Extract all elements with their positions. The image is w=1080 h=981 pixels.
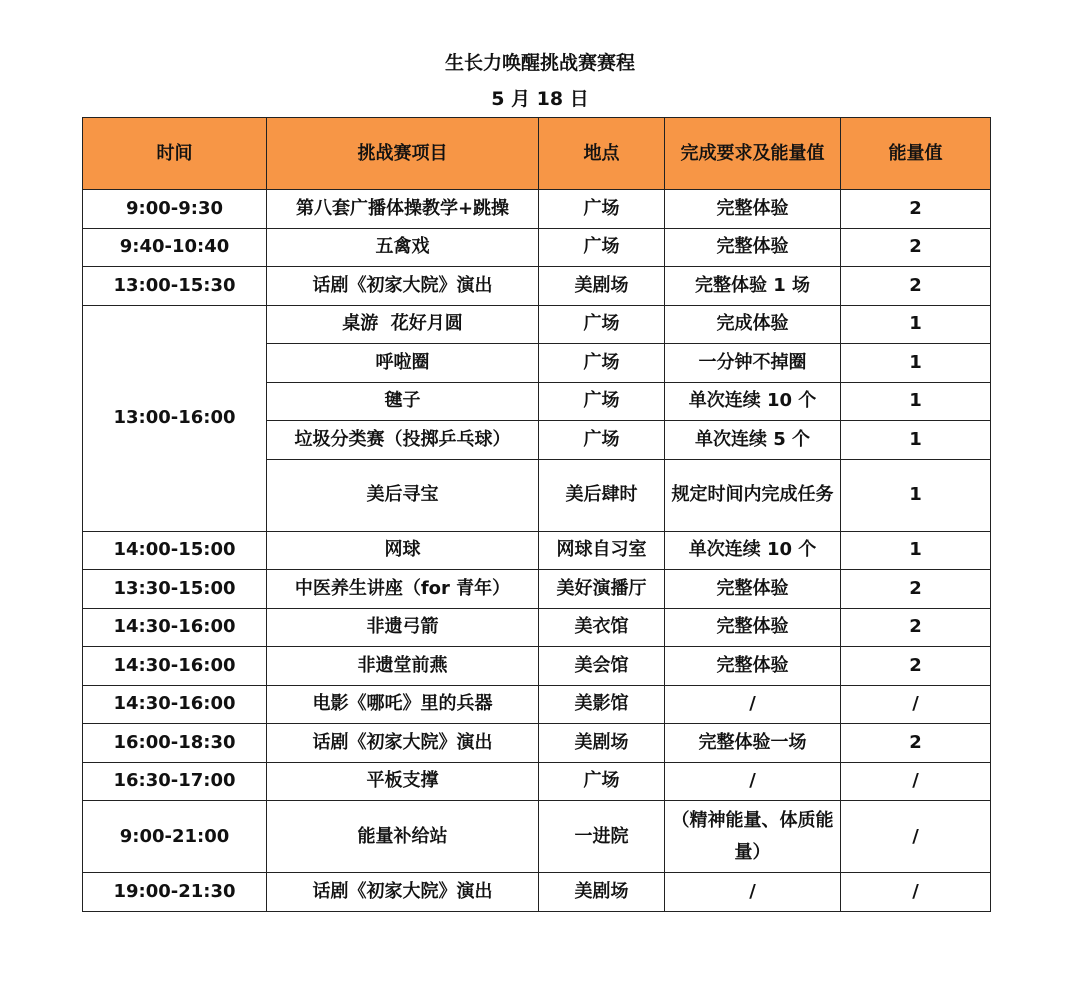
- place-cell: 美会馆: [539, 647, 665, 686]
- requirement-cell: 一分钟不掉圈: [665, 344, 841, 383]
- requirement-cell: 完整体验: [665, 228, 841, 267]
- time-cell: 14:30-16:00: [83, 647, 267, 686]
- event-cell: 五禽戏: [267, 228, 539, 267]
- header-requirement: 完成要求及能量值: [665, 118, 841, 190]
- requirement-cell: 单次连续 10 个: [665, 531, 841, 570]
- place-cell: 广场: [539, 421, 665, 460]
- place-cell: 广场: [539, 228, 665, 267]
- event-cell: 非遗弓箭: [267, 608, 539, 647]
- place-cell: 美剧场: [539, 873, 665, 912]
- header-event: 挑战赛项目: [267, 118, 539, 190]
- place-cell: 广场: [539, 382, 665, 421]
- requirement-cell: 单次连续 5 个: [665, 421, 841, 460]
- energy-cell: /: [841, 801, 991, 873]
- table-row: [83, 647, 991, 686]
- energy-cell: 2: [841, 724, 991, 763]
- requirement-cell: /: [665, 873, 841, 912]
- table-row: [83, 608, 991, 647]
- table-row: [83, 570, 991, 609]
- energy-cell: 2: [841, 647, 991, 686]
- requirement-cell: /: [665, 685, 841, 724]
- event-cell: 话剧《初家大院》演出: [267, 267, 539, 306]
- table-header-row: [83, 118, 991, 190]
- table-row: [83, 228, 991, 267]
- place-cell: 美影馆: [539, 685, 665, 724]
- time-cell: 16:00-18:30: [83, 724, 267, 763]
- requirement-cell: 完整体验一场: [665, 724, 841, 763]
- table-row: [83, 801, 991, 873]
- energy-cell: 2: [841, 608, 991, 647]
- energy-cell: /: [841, 873, 991, 912]
- place-cell: 广场: [539, 344, 665, 383]
- time-cell: 14:30-16:00: [83, 685, 267, 724]
- place-cell: 一进院: [539, 801, 665, 873]
- event-cell: 中医养生讲座（for 青年）: [267, 570, 539, 609]
- event-cell: 网球: [267, 531, 539, 570]
- time-cell: 14:30-16:00: [83, 608, 267, 647]
- time-cell: 14:00-15:00: [83, 531, 267, 570]
- place-cell: 广场: [539, 305, 665, 344]
- energy-cell: 1: [841, 305, 991, 344]
- requirement-cell: 规定时间内完成任务: [665, 459, 841, 531]
- place-cell: 美好演播厅: [539, 570, 665, 609]
- energy-cell: 2: [841, 228, 991, 267]
- event-cell: 能量补给站: [267, 801, 539, 873]
- table-row: [83, 873, 991, 912]
- table-row: [83, 267, 991, 306]
- time-cell: 9:00-21:00: [83, 801, 267, 873]
- place-cell: 美后肆时: [539, 459, 665, 531]
- event-cell: 垃圾分类赛（投掷乒乓球）: [267, 421, 539, 460]
- header-time: 时间: [83, 118, 267, 190]
- energy-cell: 1: [841, 531, 991, 570]
- schedule-table: [82, 117, 991, 912]
- table-row: [83, 724, 991, 763]
- time-cell: 13:30-15:00: [83, 570, 267, 609]
- time-cell: 9:00-9:30: [83, 190, 267, 229]
- schedule-title: 生长力唤醒挑战赛赛程: [444, 52, 635, 74]
- place-cell: 广场: [539, 190, 665, 229]
- place-cell: 美剧场: [539, 267, 665, 306]
- energy-cell: /: [841, 762, 991, 801]
- event-cell: 话剧《初家大院》演出: [267, 873, 539, 912]
- time-cell: 16:30-17:00: [83, 762, 267, 801]
- event-cell: 话剧《初家大院》演出: [267, 724, 539, 763]
- requirement-cell: 完成体验: [665, 305, 841, 344]
- time-cell-merged: 13:00-16:00: [83, 305, 267, 531]
- requirement-cell: /: [665, 762, 841, 801]
- requirement-cell: 完整体验: [665, 190, 841, 229]
- event-cell: 第八套广播体操教学+跳操: [267, 190, 539, 229]
- energy-cell: /: [841, 685, 991, 724]
- time-cell: 19:00-21:30: [83, 873, 267, 912]
- event-cell: 电影《哪吒》里的兵器: [267, 685, 539, 724]
- place-cell: 网球自习室: [539, 531, 665, 570]
- energy-cell: 1: [841, 382, 991, 421]
- energy-cell: 1: [841, 459, 991, 531]
- event-cell: 桌游 花好月圆: [267, 305, 539, 344]
- place-cell: 美衣馆: [539, 608, 665, 647]
- energy-cell: 1: [841, 421, 991, 460]
- time-cell: 13:00-15:30: [83, 267, 267, 306]
- event-cell: 非遗堂前燕: [267, 647, 539, 686]
- event-cell: 呼啦圈: [267, 344, 539, 383]
- energy-cell: 2: [841, 267, 991, 306]
- requirement-cell: 单次连续 10 个: [665, 382, 841, 421]
- place-cell: 美剧场: [539, 724, 665, 763]
- schedule-date: 5 月 18 日: [491, 88, 589, 110]
- event-cell: 平板支撑: [267, 762, 539, 801]
- requirement-cell: 完整体验: [665, 608, 841, 647]
- requirement-cell: 完整体验: [665, 570, 841, 609]
- table-row: [83, 685, 991, 724]
- requirement-cell: 完整体验: [665, 647, 841, 686]
- table-row: [83, 531, 991, 570]
- event-cell: 美后寻宝: [267, 459, 539, 531]
- table-row: [83, 762, 991, 801]
- requirement-cell: 完整体验 1 场: [665, 267, 841, 306]
- energy-cell: 2: [841, 190, 991, 229]
- table-row: [83, 190, 991, 229]
- energy-cell: 1: [841, 344, 991, 383]
- time-cell: 9:40-10:40: [83, 228, 267, 267]
- requirement-cell: （精神能量、体质能量）: [665, 801, 841, 873]
- energy-cell: 2: [841, 570, 991, 609]
- table-row: [83, 305, 991, 344]
- header-place: 地点: [539, 118, 665, 190]
- event-cell: 毽子: [267, 382, 539, 421]
- place-cell: 广场: [539, 762, 665, 801]
- header-energy: 能量值: [841, 118, 991, 190]
